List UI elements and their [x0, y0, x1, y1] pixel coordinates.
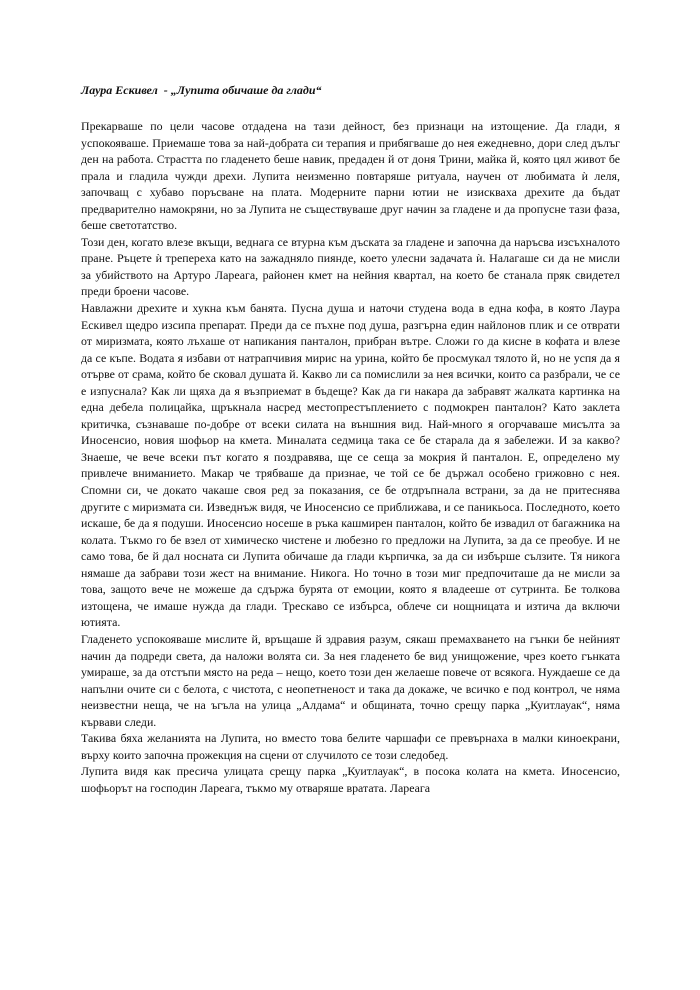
paragraph: Този ден, когато влезе вкъщи, веднага се втурна към дъската за гладене и започна да наръсва изсъхналото пране. Ръцете ѝ трепереха като на зажадняло пиянде, което улесни задачата ѝ. Налагаше си да не мисли за убийството на Артуро Лареага, районен кмет на нейния квартал, на което бе станала пряк свидетел преди броени часове.: [81, 234, 620, 299]
paragraph: Гладенето успокояваше мислите й, връщаше й здравия разум, сякаш премахването на гънки бе нейният начин да подреди света, да наложи волята си. За нея гладенето бе вид унищожение, чрез което гънката умираше, за да отстъпи място на реда – нещо, което този ден желаеше повече от всякога. Нуждаеше се да напълни очите си с белота, с чистота, с неопетненост и така да докаже, че всичко е под контрол, че няма неизвестни неща, че на ъгъла на улица „Алдама“ и общината, точно срещу парка „Куитлауак“, няма кървави следи.: [81, 631, 620, 729]
paragraph: Такива бяха желанията на Лупита, но вместо това белите чаршафи се превърнаха в малки киноекрани, върху които започна прожекция на сцени от случилото се този следобед.: [81, 731, 620, 762]
document-body: [81, 118, 620, 796]
paragraph: Прекарваше по цели часове отдадена на тази дейност, без признаци на изтощение. Да глади, я успокояваше. Приемаше това за най-добрата си терапия и прибягваше до нея ежедневно, дори след дълъг ден на работа. Страстта по гладенето беше навик, предаден й от доня Трини, майка й, която цял живот бе прала и гладила чужди дрехи. Лупита неизменно повтаряше ритуала, научен от любимата ѝ леля, започващ с хубаво поръсване на платa. Модерните парни ютии не изискваха дрехите да бъдат предварително намокряни, но за Лупита не съществуваше друг начин за гладене и да пропусне тази фаза, беше светотатство.: [81, 119, 620, 233]
paragraph: Навлажни дрехите и хукна към банята. Пусна душа и наточи студена вода в една кофа, в която Лаура Ескивел щедро изсипа препарат. Преди да се пъхне под душа, разгърна един найлонов плик и се отврати от миризмата, която лъхаше от напикания панталон, прибран вътре. Сложи го да кисне в кофата и влезе да се къпе. Водата я избави от натрапчивия мирис на урина, който бе просмукал тялото й, но не успя да я отърве от срама, който бе сковал душата й. Какво ли са помислили за нея всички, които са разбрали, че се е изпуснала? Как ли щяха да я възприемат в бъдеще? Как да ги накара да забравят жалката картинка на една дебела полицайка, щръкнала насред местопрестъплението с подмокрен панталон? Като заклета критичка, съзнаваше по-добре от всеки силата на външния вид. Най-много я огорчаваше мисълта за Иносенсио, новия шофьор на кмета. Миналата седмица така се бе старала да я забележи. И за какво? Знаеше, че вече всеки път когато я поздравява, ще се сеща за мокрия й панталон. Е, определено му привлече вниманието. Макар че трябваше да признае, че той се бе държал особено грижовно с нея. Спомни си, че докато чакаше своя ред за показания, се бе отдръпнала встрани, за да не притеснява другите с миризмата си. Изведнъж видя, че Иносенсио се приближава, и се паникьоса. Последното, което искаше, бе да я подуши. Иносенсио носеше в ръка кашмирен панталон, който бе извадил от багажника на колата. Тъкмо го бе взел от химическо чистене и любезно го предложи на Лупита, за да се преобуе. И не само това, бе й дал носната си Лупита обичаше да глади кърпичка, за да си избърше сълзите. Тя никога нямаше да забрави този жест на внимание. Никога. Но точно в този миг предпочиташе да не мисли за това, защото вече не можеше да сдържа бурята от емоции, която я владееше от сутринта. Бе толкова изтощена, че имаше нужда да глади. Трескаво се избърса, облече си нощницата и изтича да включи ютията.: [81, 301, 620, 630]
paragraph: Лупита видя как пресича улицата срещу парка „Куитлауак“, в посока колата на кмета. Иносенсио, шофьорът на господин Лареага, тъкмо му отваряше вратата. Лареага: [81, 764, 620, 795]
document-title: Лаура Ескивел - „Лупита обичаше да глади“: [81, 83, 322, 97]
